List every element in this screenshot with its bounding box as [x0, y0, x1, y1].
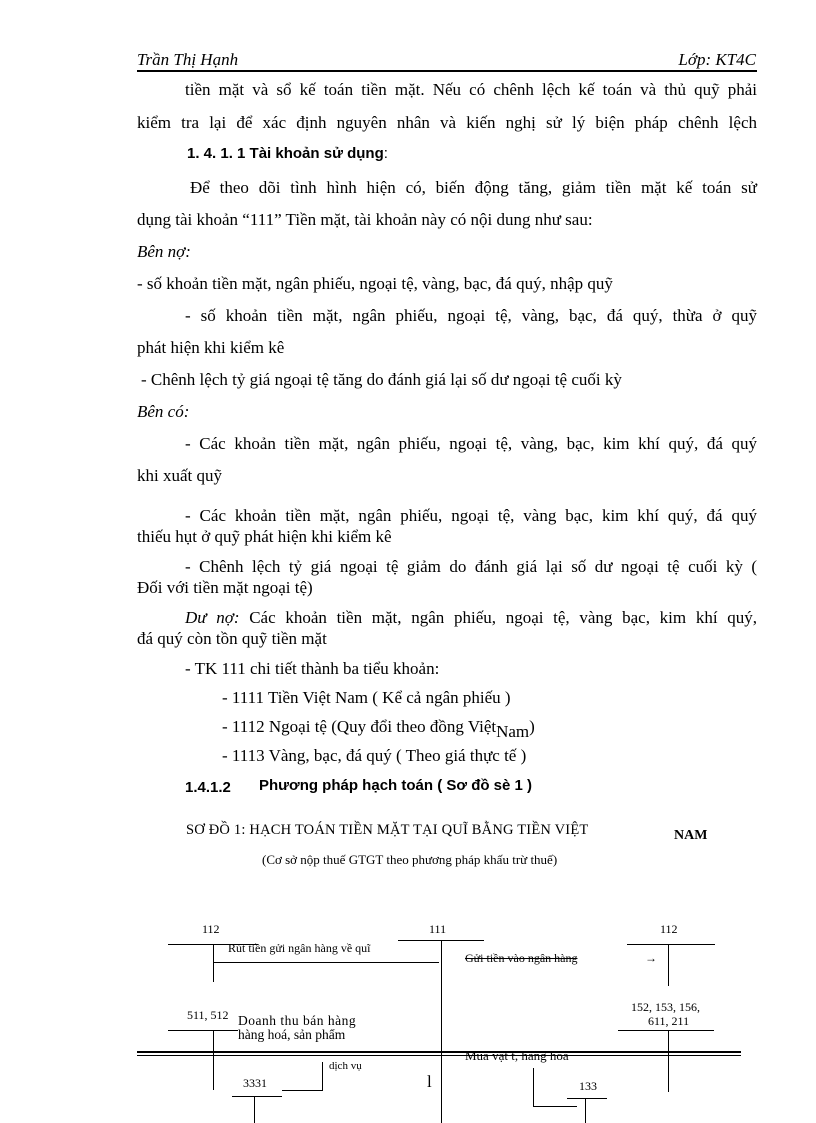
t-account-152-stem [668, 1030, 669, 1092]
flow-label-deposit: Gửi tiền vào ngân hàng [465, 951, 578, 965]
list-item: khi xuất quỹ [137, 466, 222, 485]
list-item: - Các khoản tiền mặt, ngân phiếu, ngoại tệ, vàng bạc, kim khí quý, đá quý [185, 506, 757, 525]
flow-133-link [533, 1068, 534, 1106]
header-author: Trần Thị Hạnh [137, 50, 239, 69]
t-account-511-top [168, 1030, 238, 1031]
ben-co-label: Bên có: [137, 402, 190, 421]
list-item: - số khoản tiền mặt, ngân phiếu, ngoại tệ, vàng, bạc, đá quý, thừa ở quỹ [185, 306, 757, 325]
account-112-left: 112 [202, 922, 220, 936]
diagram-band-bottom [137, 1055, 741, 1056]
t-account-133-top [567, 1098, 607, 1099]
header-class: Lớp: KT4C [678, 50, 756, 69]
account-112-right: 112 [660, 922, 678, 936]
du-no-line: Dư nợ: Các khoản tiền mặt, ngân phiếu, ngoại tệ, vàng bạc, kim khí quý, [185, 608, 757, 627]
header-rule [137, 70, 757, 72]
section-title: 1. 4. 1. 1 Tài khoản sử dụng: [187, 145, 388, 162]
list-item: - Chênh lệch tỷ giá ngoại tệ tăng do đánh giá lại số dư ngoại tệ cuối kỳ [141, 370, 622, 389]
body-line: tiền mặt và sổ kế toán tiền mặt. Nếu có chênh lệch kế toán và thủ quỹ phải [185, 80, 757, 99]
account-152-list: 152, 153, 156, [631, 1000, 700, 1014]
flow-3331-link [322, 1062, 323, 1091]
diagram-marker: l [427, 1072, 432, 1091]
diagram-band-top [137, 1051, 741, 1053]
flow-arrow-withdraw [213, 962, 439, 963]
t-account-111-stem [441, 940, 442, 1123]
du-no-line: đá quý còn tồn quỹ tiền mặt [137, 629, 327, 648]
account-3331: 3331 [243, 1076, 267, 1090]
diagram-subtitle: (Cơ sở nộp thuế GTGT theo phương pháp khấu trừ thuế) [262, 852, 558, 867]
t-account-112-left-stem [213, 944, 214, 982]
sub-account: - 1112 Ngoại tệ (Quy đổi theo đồng ViệtNam) [222, 717, 535, 741]
flow-3331-link [282, 1090, 322, 1091]
flow-label-revenue: Doanh thu bán hàng [238, 1013, 357, 1028]
t-account-3331-stem [254, 1096, 255, 1123]
account-133: 133 [579, 1079, 597, 1093]
arrow-icon: → [645, 951, 657, 965]
body-line: dụng tài khoản “111” Tiền mặt, tài khoản này có nội dung như sau: [137, 210, 593, 229]
t-account-152-top [618, 1030, 714, 1031]
method-number: 1.4.1.2 [185, 779, 231, 796]
account-152-list: 611, 211 [648, 1014, 690, 1028]
list-item: thiếu hụt ở quỹ phát hiện khi kiểm kê [137, 527, 392, 546]
account-111: 111 [429, 922, 447, 936]
t-account-112-right-top [627, 944, 715, 945]
flow-label-withdraw: Rút tiền gửi ngân hàng về quĩ [228, 941, 371, 955]
list-item: - Chênh lệch tỷ giá ngoại tệ giảm do đánh giá lại số dư ngoại tệ cuối kỳ ( [185, 557, 757, 576]
list-item: - số khoản tiền mặt, ngân phiếu, ngoại tệ, vàng, bạc, đá quý, nhập quỹ [137, 274, 613, 293]
body-line: kiểm tra lại để xác định nguyên nhân và kiến nghị sử lý biện pháp chênh lệch [137, 113, 757, 132]
tk111-line: - TK 111 chi tiết thành ba tiểu khoản: [185, 659, 440, 678]
flow-133-link [533, 1106, 577, 1107]
ben-no-label: Bên nợ: [137, 242, 191, 261]
flow-label-purchase: Mua vật t, hàng hoá [465, 1048, 569, 1063]
diagram-title: SƠ ĐỒ 1: HẠCH TOÁN TIỀN MẶT TẠI QUĨ BẰNG TIỀN VIỆT [186, 822, 589, 838]
body-line: Để theo dõi tình hình hiện có, biến động tăng, giảm tiền mặt kế toán sử [190, 178, 757, 197]
t-account-511-stem [213, 1030, 214, 1090]
flow-label-service: dịch vụ [329, 1060, 362, 1072]
list-item: Đối với tiền mặt ngoại tệ) [137, 578, 313, 597]
sub-account: - 1113 Vàng, bạc, đá quý ( Theo giá thực tế ) [222, 746, 527, 765]
sub-account: - 1111 Tiền Việt Nam ( Kể cả ngân phiếu ) [222, 688, 511, 707]
t-account-133-stem [585, 1098, 586, 1123]
method-title: Phương pháp hạch toán ( Sơ đồ sè 1 ) [259, 777, 533, 794]
list-item: - Các khoản tiền mặt, ngân phiếu, ngoại tệ, vàng, bạc, kim khí quý, đá quý [185, 434, 757, 453]
t-account-112-right-stem [668, 944, 669, 986]
flow-label-revenue: hàng hoá, sản phẩm [238, 1027, 346, 1042]
account-511-512: 511, 512 [187, 1008, 229, 1022]
t-account-3331-top [232, 1096, 282, 1097]
diagram-title-tail: NAM [674, 828, 708, 843]
list-item: phát hiện khi kiểm kê [137, 338, 285, 357]
